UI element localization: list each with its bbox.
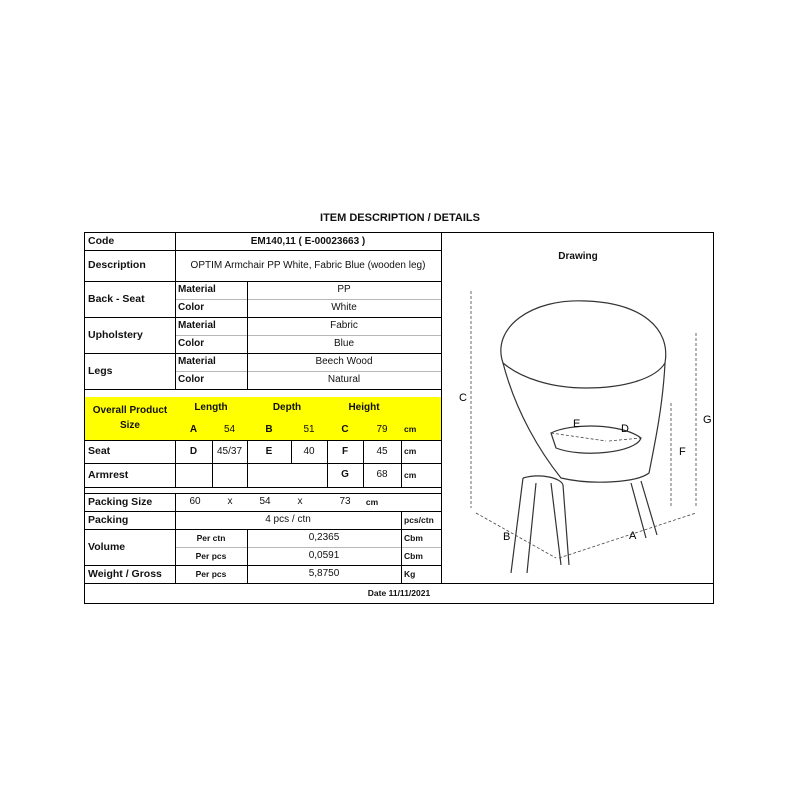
weight-label: Weight / Gross: [88, 567, 162, 580]
spec-sheet: [84, 232, 714, 604]
dim-g-letter-drawing: G: [703, 414, 712, 426]
dim-c-value: 79: [376, 423, 388, 435]
dim-b-letter-drawing: B: [503, 531, 511, 543]
dim-b-letter: B: [265, 423, 273, 435]
code-value: EM140,11 ( E-00023663 ): [250, 235, 366, 247]
dim-e-letter-drawing: E: [573, 418, 581, 430]
dim-d-letter-drawing: D: [621, 423, 629, 435]
packing-size-x1: x: [227, 496, 233, 507]
volume-label: Volume: [88, 540, 126, 553]
packing-unit: pcs/ctn: [404, 514, 434, 525]
depth-label: Depth: [272, 402, 302, 413]
chair-leg-front-left: [511, 478, 536, 573]
back-seat-label: Back - Seat: [88, 292, 145, 305]
legs-label: Legs: [88, 364, 113, 377]
dim-b-line: [476, 513, 556, 558]
legs-material: Beech Wood: [315, 356, 373, 367]
volume-per-pcs-unit: Cbm: [404, 550, 423, 561]
dim-e-value: 40: [303, 445, 315, 457]
upholstery-material: Fabric: [330, 320, 358, 331]
back-seat-color: White: [331, 302, 357, 313]
description-label: Description: [88, 259, 146, 272]
dim-a-value: 54: [223, 423, 236, 435]
dim-b-value: 51: [303, 423, 315, 435]
dim-g-value: 68: [376, 469, 388, 480]
dim-e-letter: E: [265, 445, 273, 457]
document-title: ITEM DESCRIPTION / DETAILS: [320, 212, 480, 224]
dim-d-line: [609, 438, 641, 441]
seat-unit: cm: [404, 446, 417, 457]
dim-a-letter-drawing: A: [629, 530, 637, 542]
packing-value: 4 pcs / ctn: [265, 514, 311, 525]
packing-size-unit: cm: [365, 496, 379, 507]
upholstery-label: Upholstery: [88, 328, 143, 341]
volume-per-ctn-unit: Cbm: [404, 532, 423, 543]
legs-material-label: Material: [178, 356, 216, 367]
back-seat-material-label: Material: [178, 284, 216, 295]
packing-size-x2: x: [297, 496, 303, 507]
packing-size-length: 60: [189, 496, 201, 507]
upholstery-color: Blue: [333, 338, 354, 349]
volume-per-pcs-value: 0,0591: [308, 550, 340, 561]
volume-per-ctn-label: Per ctn: [196, 532, 226, 543]
drawing-title: Drawing: [558, 251, 598, 262]
packing-size-label: Packing Size: [88, 495, 153, 508]
seat-label: Seat: [88, 445, 111, 458]
dim-d-letter: D: [189, 445, 198, 457]
weight-per-pcs-label: Per pcs: [195, 568, 227, 579]
length-label: Length: [194, 402, 228, 413]
legs-color: Natural: [327, 374, 361, 385]
code-label: Code: [88, 235, 115, 248]
chair-drawing: [441, 273, 715, 573]
dim-a-letter: A: [189, 423, 198, 435]
dim-a-line: [559, 513, 696, 558]
chair-shell: [501, 301, 666, 482]
packing-size-height: 73: [339, 496, 351, 507]
description-value: OPTIM Armchair PP White, Fabric Blue (wooden leg): [190, 259, 426, 271]
chair-base: [523, 476, 563, 485]
dim-f-value: 45: [376, 445, 388, 457]
weight-value: 5,8750: [308, 568, 340, 579]
volume-per-pcs-label: Per pcs: [195, 550, 227, 561]
chair-leg-back-left: [551, 483, 569, 565]
dim-d-value: 45/37: [216, 445, 243, 457]
legs-color-label: Color: [178, 374, 205, 385]
armrest-label: Armrest: [88, 468, 129, 481]
dim-c-letter-drawing: C: [459, 392, 467, 404]
dim-f-letter: F: [341, 445, 349, 457]
back-seat-material: PP: [337, 284, 351, 295]
weight-unit: Kg: [404, 568, 416, 579]
volume-per-ctn-value: 0,2365: [308, 532, 340, 543]
packing-label: Packing: [88, 513, 129, 526]
overall-size-label-line2: Size: [119, 420, 140, 431]
dim-c-letter: C: [341, 423, 349, 435]
overall-unit: cm: [404, 424, 417, 435]
back-seat-color-label: Color: [178, 302, 205, 313]
overall-size-label-line1: Overall Product: [92, 405, 168, 416]
chair-shell-rim: [503, 363, 665, 388]
document-date: Date 11/11/2021: [367, 588, 431, 598]
dim-e-line: [551, 433, 606, 441]
upholstery-color-label: Color: [178, 338, 205, 349]
height-label: Height: [348, 402, 380, 413]
upholstery-material-label: Material: [178, 320, 216, 331]
dim-g-letter: G: [341, 469, 349, 480]
armrest-unit: cm: [404, 469, 417, 480]
dim-f-letter-drawing: F: [679, 446, 686, 458]
packing-size-depth: 54: [259, 496, 271, 507]
